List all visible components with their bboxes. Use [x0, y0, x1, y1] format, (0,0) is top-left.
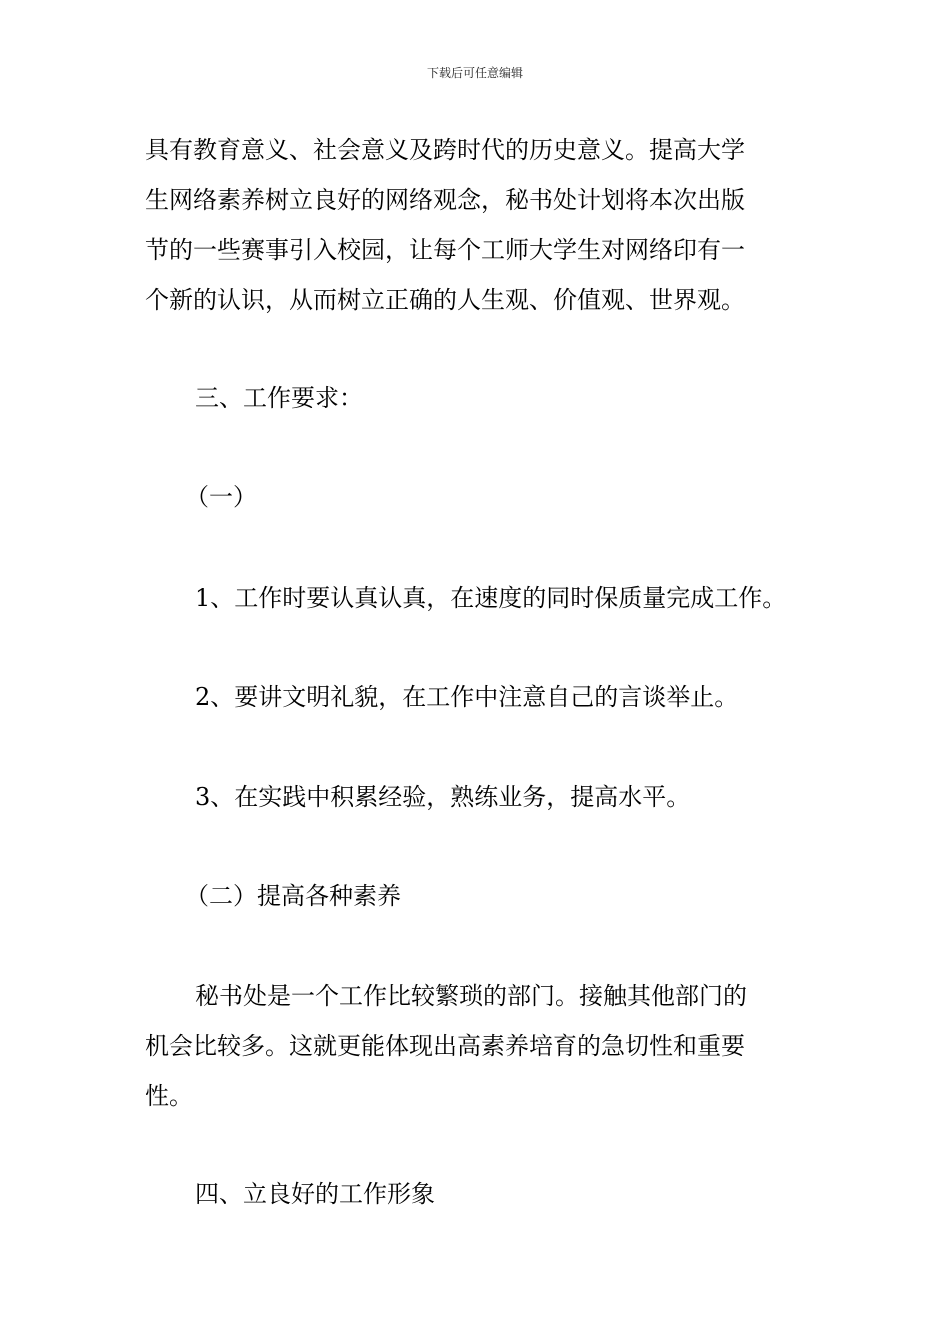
subsection-two-heading: （二）提高各种素养: [185, 882, 401, 910]
paragraph-line: 机会比较多。这就更能体现出高素养培育的急切性和重要: [145, 1032, 745, 1060]
intro-paragraph: [145, 125, 815, 325]
paragraph-line: 秘书处是一个工作比较繁琐的部门。接触其他部门的: [195, 982, 747, 1010]
section-three-heading: 三、工作要求：: [195, 384, 363, 412]
paragraph-line: 性。: [145, 1082, 193, 1110]
secretariat-paragraph: [145, 971, 815, 1121]
requirement-item-1: 1、工作时要认真认真，在速度的同时保质量完成工作。: [195, 584, 787, 612]
requirement-item-2: 2、要讲文明礼貌，在工作中注意自己的言谈举止。: [195, 683, 739, 711]
paragraph-line: 生网络素养树立良好的网络观念，秘书处计划将本次出版: [145, 186, 745, 214]
section-four-heading: 四、立良好的工作形象: [195, 1180, 435, 1208]
requirement-item-3: 3、在实践中积累经验，熟练业务，提高水平。: [195, 783, 691, 811]
paragraph-line: 具有教育意义、社会意义及跨时代的历史意义。提高大学: [145, 136, 745, 164]
paragraph-line: 节的一些赛事引入校园，让每个工师大学生对网络印有一: [145, 236, 745, 264]
subsection-one-heading: （一）: [185, 483, 257, 511]
paragraph-line: 个新的认识，从而树立正确的人生观、价值观、世界观。: [145, 286, 745, 314]
page-header: 下载后可任意编辑: [426, 66, 523, 80]
